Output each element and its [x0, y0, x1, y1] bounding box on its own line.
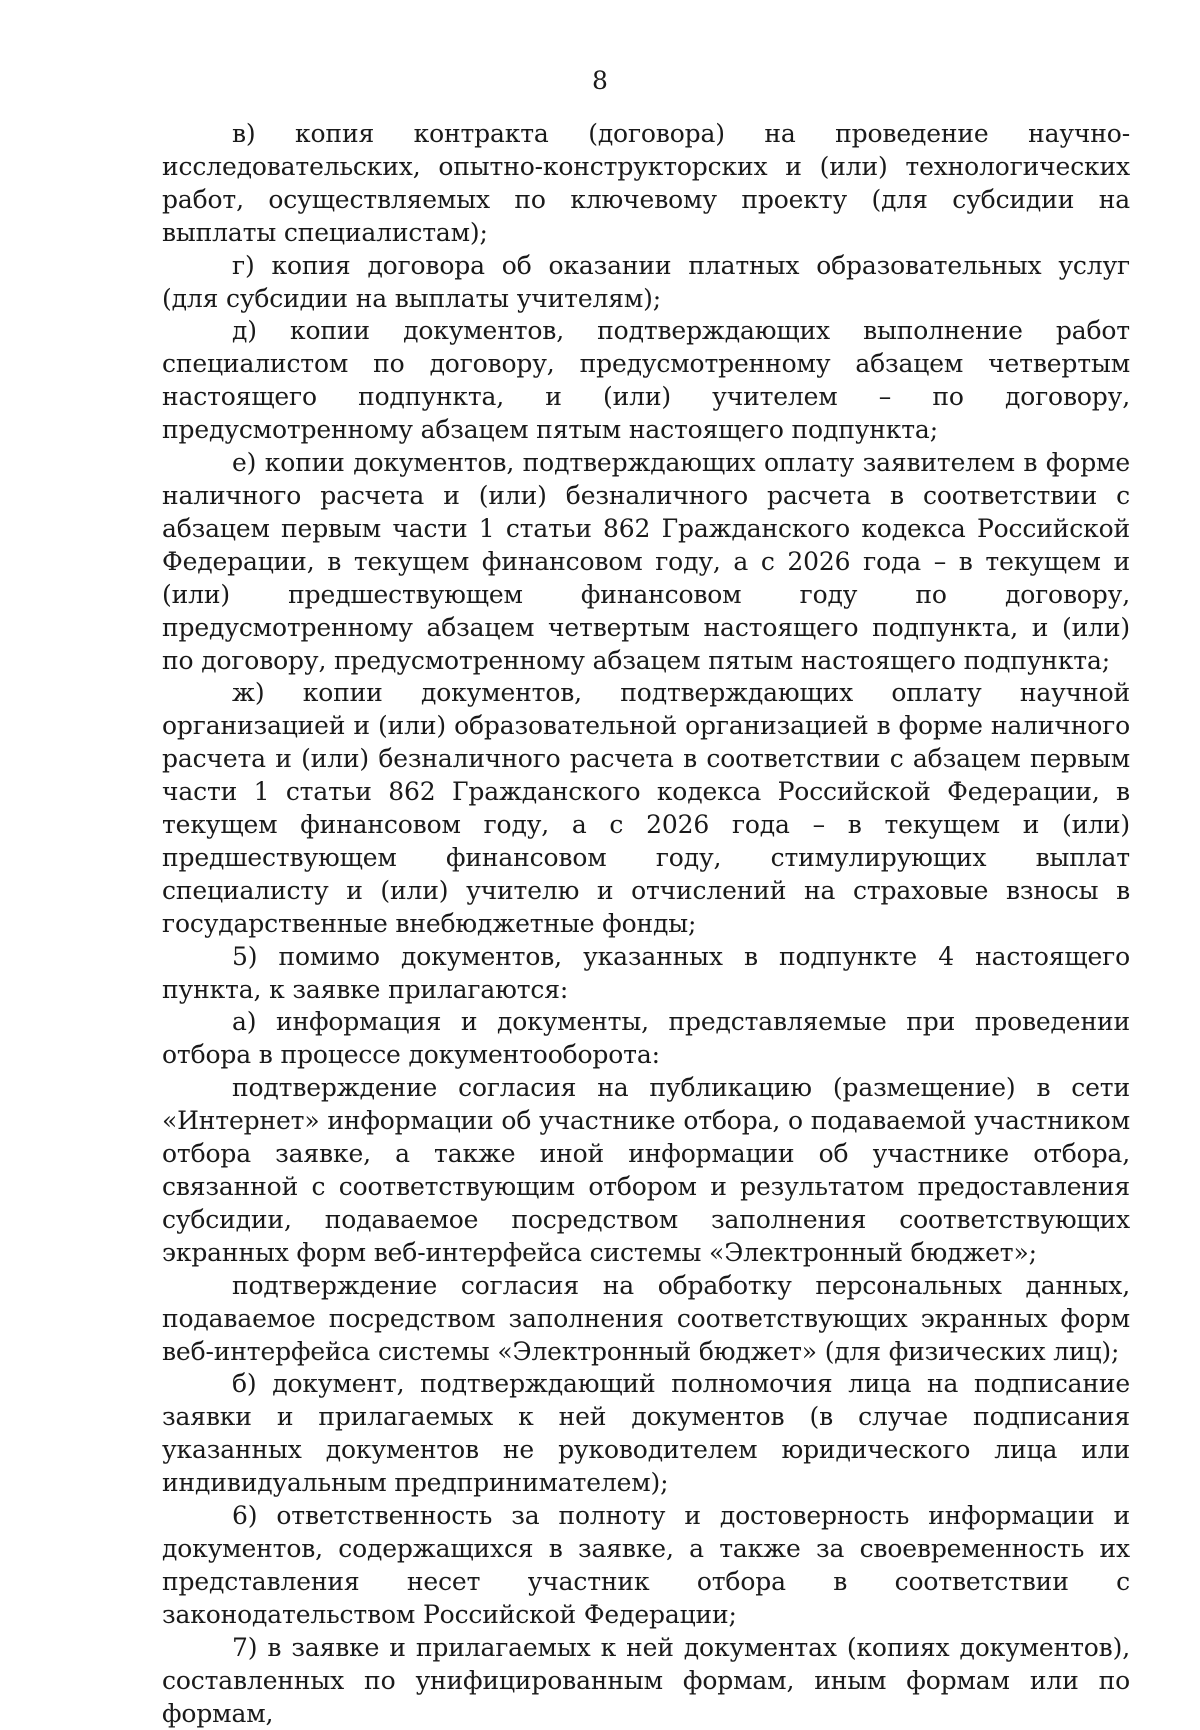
paragraph-d-work-documents: д) копии документов, подтверждающих выполнение работ специалистом по договору, предусмотренному абзацем четвертым настоящего подпункта, и (или) учителем – по договору, предусмотренному абзацем пятым настоящего подпункта;	[162, 316, 1130, 445]
paragraph-7-forms: 7) в заявке и прилагаемых к ней документах (копиях документов), составленных по унифицированным формам, иным формам или по формам,	[162, 1632, 1130, 1728]
paragraph-g-education-contract: г) копия договора об оказании платных образовательных услуг (для субсидии на выплаты учителям);	[162, 250, 1130, 313]
document-body	[162, 118, 1130, 1730]
paragraph-personal-data-consent: подтверждение согласия на обработку персональных данных, подаваемое посредством заполнения соответствующих экранных форм веб-интерфейса системы «Электронный бюджет» (для физических лиц);	[162, 1270, 1130, 1366]
paragraph-a-information: а) информация и документы, представляемые при проведении отбора в процессе документооборота:	[162, 1007, 1130, 1070]
paragraph-b-authority-document: б) документ, подтверждающий полномочия лица на подписание заявки и прилагаемых к ней документов (в случае подписания указанных документов не руководителем юридического лица или индивидуальным предпринимателем);	[162, 1369, 1130, 1498]
paragraph-publication-consent: подтверждение согласия на публикацию (размещение) в сети «Интернет» информации об участнике отбора, о подаваемой участником отбора заявке, а также иной информации об участнике отбора, связанной с соответствующим отбором и результатом предоставления субсидии, подаваемое посредством заполнения соответствующих экранных форм веб-интерфейса системы «Электронный бюджет»;	[162, 1073, 1130, 1267]
paragraph-zh-organization-payments: ж) копии документов, подтверждающих оплату научной организацией и (или) образовательной организацией в форме наличного расчета и (или) безналичного расчета в соответствии с абзацем первым части 1 статьи 862 Гражданского кодекса Российской Федерации, в текущем финансовом году, а с 2026 года – в текущем и (или) предшествующем финансовом году, стимулирующих выплат специалисту и (или) учителю и отчислений на страховые взносы в государственные внебюджетные фонды;	[162, 678, 1130, 938]
paragraph-6-responsibility: 6) ответственность за полноту и достоверность информации и документов, содержащихся в заявке, а также за своевременность их представления несет участник отбора в соответствии с законодательством Российской Федерации;	[162, 1501, 1130, 1629]
paragraph-e-payment-documents: е) копии документов, подтверждающих оплату заявителем в форме наличного расчета и (или) безналичного расчета в соответствии с абзацем первым части 1 статьи 862 Гражданского кодекса Российской Федерации, в текущем финансовом году, а с 2026 года – в текущем и (или) предшествующем финансовом году по договору, предусмотренному абзацем четвертым настоящего подпункта, и (или) по договору, предусмотренному абзацем пятым настоящего подпункта;	[162, 448, 1130, 675]
page-number: 8	[592, 66, 608, 95]
paragraph-5-additional-documents: 5) помимо документов, указанных в подпункте 4 настоящего пункта, к заявке прилагаются:	[162, 941, 1130, 1004]
paragraph-v-contract-copy: в) копия контракта (договора) на проведение научно-исследовательских, опытно-конструкторских и (или) технологических работ, осуществляемых по ключевому проекту (для субсидии на выплаты специалистам);	[162, 119, 1130, 247]
